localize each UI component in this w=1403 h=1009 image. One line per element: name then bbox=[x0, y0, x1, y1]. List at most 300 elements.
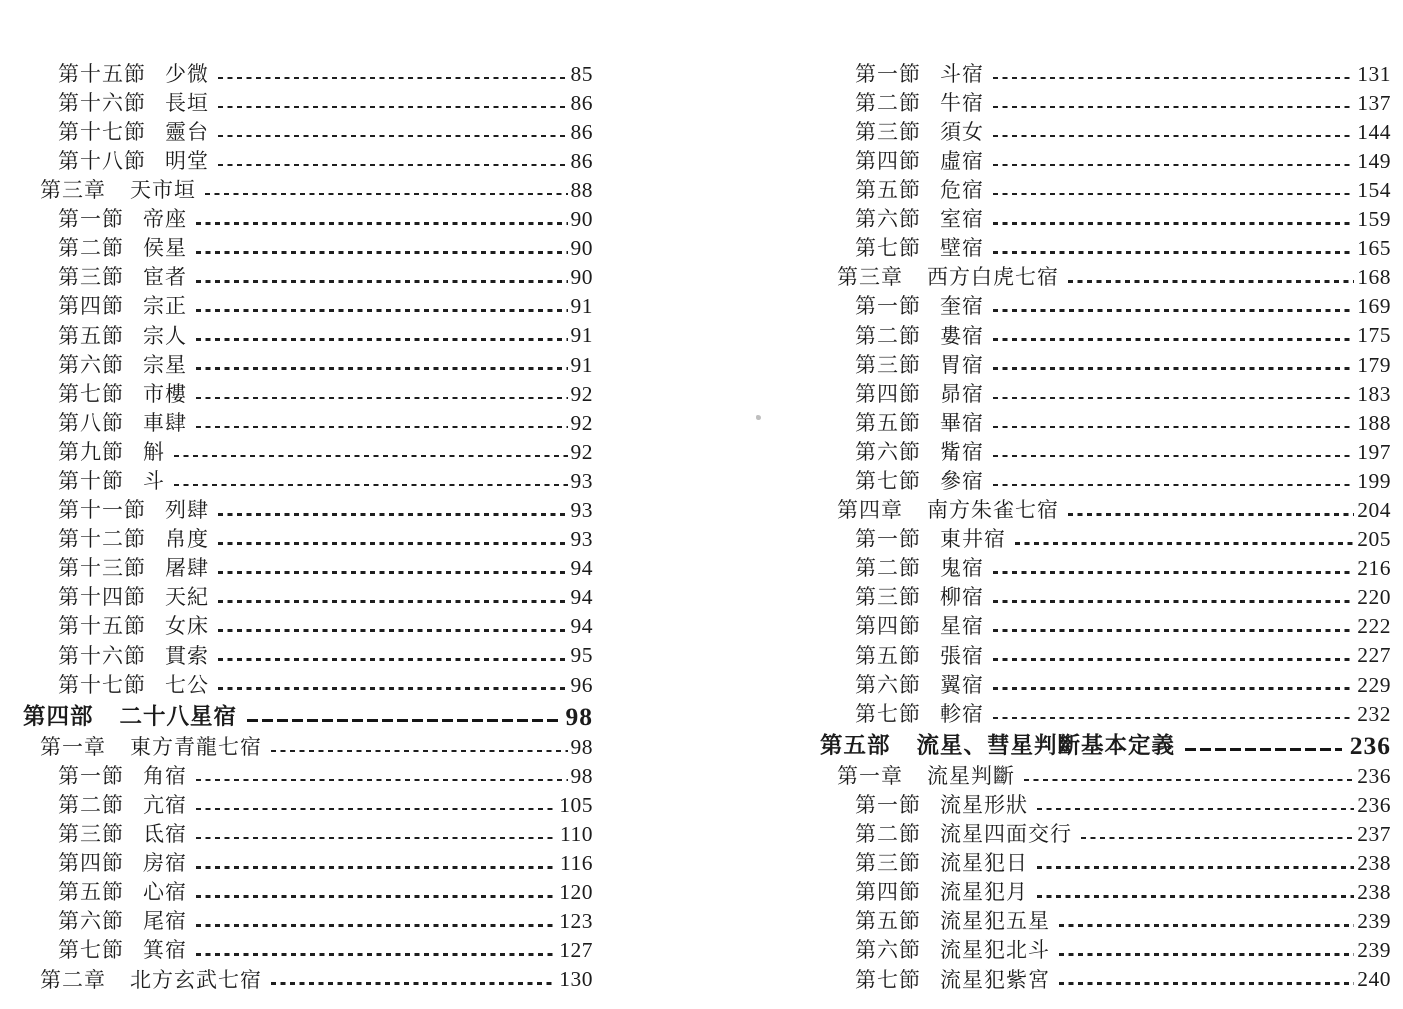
dotted-leader bbox=[993, 600, 1354, 603]
entry-title: 侯星 bbox=[143, 236, 187, 261]
entry-title: 鬼宿 bbox=[940, 556, 984, 581]
entry-number-label: 第六節 bbox=[855, 938, 921, 963]
dotted-leader bbox=[196, 953, 556, 956]
toc-entry bbox=[23, 787, 593, 816]
dotted-leader bbox=[993, 629, 1354, 632]
entry-title: 二十八星宿 bbox=[119, 704, 238, 730]
entry-page-number: 93 bbox=[570, 468, 593, 493]
toc-entry bbox=[820, 289, 1391, 318]
toc-entry bbox=[23, 729, 593, 758]
dotted-leader bbox=[196, 397, 568, 400]
entry-title: 參宿 bbox=[940, 469, 984, 493]
dotted-leader bbox=[1037, 895, 1354, 898]
dotted-leader bbox=[993, 309, 1354, 312]
toc-entry bbox=[23, 201, 593, 230]
entry-page-number: 236 bbox=[1349, 730, 1391, 760]
dotted-leader bbox=[196, 251, 568, 254]
entry-page-number: 92 bbox=[570, 381, 593, 406]
dotted-leader bbox=[1081, 837, 1354, 840]
dotted-leader bbox=[196, 338, 568, 341]
entry-number-label: 第三節 bbox=[855, 851, 921, 876]
dotted-leader bbox=[218, 106, 568, 109]
entry-title: 室宿 bbox=[940, 207, 984, 232]
dotted-leader bbox=[993, 455, 1354, 458]
entry-number-label: 第三節 bbox=[58, 822, 124, 847]
entry-page-number: 98 bbox=[570, 734, 593, 759]
entry-number-label: 第一節 bbox=[855, 294, 921, 319]
entry-number-label: 第四節 bbox=[855, 880, 921, 905]
entry-number-label: 第十一節 bbox=[58, 498, 146, 523]
entry-page-number: 222 bbox=[1357, 614, 1391, 639]
entry-page-number: 236 bbox=[1357, 763, 1391, 788]
entry-title: 虛宿 bbox=[940, 148, 984, 173]
dotted-leader bbox=[1037, 866, 1354, 869]
entry-number-label: 第四節 bbox=[855, 148, 921, 173]
dotted-leader bbox=[196, 280, 568, 283]
dotted-leader bbox=[218, 77, 568, 80]
dotted-leader bbox=[174, 455, 568, 458]
entry-number-label: 第六節 bbox=[855, 207, 921, 232]
entry-page-number: 110 bbox=[560, 821, 593, 846]
entry-page-number: 175 bbox=[1357, 323, 1391, 348]
entry-page-number: 144 bbox=[1357, 119, 1391, 144]
toc-column-left bbox=[23, 56, 593, 991]
dotted-leader bbox=[271, 982, 556, 985]
toc-entry bbox=[23, 172, 593, 201]
entry-number-label: 第五節 bbox=[855, 909, 921, 934]
toc-entry bbox=[23, 405, 593, 434]
entry-title: 亢宿 bbox=[143, 792, 187, 817]
entry-number-label: 第六節 bbox=[855, 439, 921, 464]
entry-number-label: 第七節 bbox=[58, 938, 124, 963]
entry-number-label: 第一節 bbox=[855, 792, 921, 817]
entry-page-number: 237 bbox=[1357, 821, 1391, 846]
entry-page-number: 131 bbox=[1357, 61, 1391, 86]
dotted-leader bbox=[993, 338, 1354, 341]
toc-entry bbox=[23, 85, 593, 114]
dotted-leader bbox=[993, 251, 1354, 254]
entry-number-label: 第三章 bbox=[40, 178, 106, 203]
entry-title: 流星犯月 bbox=[940, 880, 1028, 905]
entry-number-label: 第一章 bbox=[40, 734, 106, 759]
dotted-leader bbox=[218, 513, 568, 516]
toc-entry bbox=[820, 376, 1391, 405]
toc-entry bbox=[820, 933, 1391, 962]
entry-page-number: 236 bbox=[1357, 792, 1391, 817]
entry-number-label: 第四節 bbox=[855, 614, 921, 639]
entry-title: 心宿 bbox=[143, 880, 187, 905]
toc-entry bbox=[820, 201, 1391, 230]
dotted-leader bbox=[174, 484, 568, 487]
entry-page-number: 239 bbox=[1357, 909, 1391, 934]
entry-page-number: 188 bbox=[1357, 410, 1391, 435]
entry-title: 箕宿 bbox=[143, 938, 187, 963]
entry-page-number: 91 bbox=[570, 294, 593, 319]
entry-title: 尾宿 bbox=[143, 909, 187, 934]
dotted-leader bbox=[993, 484, 1354, 487]
dotted-leader bbox=[218, 629, 568, 632]
entry-number-label: 第五節 bbox=[58, 323, 124, 348]
entry-number-label: 第二節 bbox=[855, 90, 921, 115]
dotted-leader bbox=[196, 367, 568, 370]
toc-entry bbox=[820, 551, 1391, 580]
dotted-leader bbox=[205, 193, 568, 196]
toc-entry bbox=[820, 260, 1391, 289]
entry-title: 宦者 bbox=[143, 265, 187, 290]
toc-entry bbox=[23, 56, 593, 85]
dotted-leader bbox=[993, 426, 1354, 429]
entry-page-number: 220 bbox=[1357, 585, 1391, 610]
entry-page-number: 168 bbox=[1357, 265, 1391, 290]
entry-page-number: 229 bbox=[1357, 672, 1391, 697]
entry-number-label: 第七節 bbox=[58, 381, 124, 406]
entry-page-number: 91 bbox=[570, 352, 593, 377]
dotted-leader bbox=[218, 571, 568, 574]
entry-number-label: 第二節 bbox=[58, 792, 124, 817]
entry-number-label: 第四章 bbox=[837, 498, 903, 523]
entry-number-label: 第一章 bbox=[837, 763, 903, 788]
entry-title: 北方玄武七宿 bbox=[130, 967, 262, 992]
entry-number-label: 第十六節 bbox=[58, 90, 146, 115]
entry-page-number: 137 bbox=[1357, 90, 1391, 115]
entry-page-number: 240 bbox=[1357, 967, 1391, 992]
dotted-leader bbox=[1068, 280, 1354, 283]
entry-title: 流星判斷 bbox=[927, 763, 1015, 788]
entry-number-label: 第四節 bbox=[855, 381, 921, 406]
entry-number-label: 第一節 bbox=[855, 61, 921, 86]
toc-entry bbox=[23, 696, 593, 729]
entry-page-number: 165 bbox=[1357, 236, 1391, 261]
entry-title: 天市垣 bbox=[130, 178, 196, 203]
entry-number-label: 第六節 bbox=[58, 352, 124, 377]
toc-entry bbox=[820, 638, 1391, 667]
entry-number-label: 第五部 bbox=[820, 733, 891, 759]
entry-title: 斗 bbox=[143, 469, 165, 493]
entry-title: 女床 bbox=[165, 614, 209, 639]
dotted-leader bbox=[196, 426, 568, 429]
entry-number-label: 第十七節 bbox=[58, 672, 146, 697]
entry-number-label: 第四節 bbox=[58, 851, 124, 876]
dotted-leader bbox=[993, 106, 1354, 109]
entry-page-number: 92 bbox=[570, 439, 593, 464]
entry-number-label: 第三章 bbox=[837, 265, 903, 290]
entry-page-number: 232 bbox=[1357, 701, 1391, 726]
toc-entry bbox=[820, 114, 1391, 143]
toc-entry bbox=[23, 318, 593, 347]
dotted-leader bbox=[993, 658, 1354, 661]
dotted-leader bbox=[1015, 542, 1354, 545]
entry-page-number: 116 bbox=[560, 851, 593, 876]
entry-page-number: 197 bbox=[1357, 439, 1391, 464]
entry-number-label: 第七節 bbox=[855, 469, 921, 493]
entry-title: 斗宿 bbox=[940, 61, 984, 86]
entry-number-label: 第二節 bbox=[855, 556, 921, 581]
toc-entry bbox=[820, 85, 1391, 114]
toc-entry bbox=[23, 551, 593, 580]
dotted-leader bbox=[1059, 924, 1354, 927]
entry-title: 房宿 bbox=[143, 851, 187, 876]
entry-page-number: 127 bbox=[559, 938, 593, 963]
entry-number-label: 第四節 bbox=[58, 294, 124, 319]
toc-entry bbox=[23, 933, 593, 962]
entry-page-number: 92 bbox=[570, 410, 593, 435]
entry-number-label: 第三節 bbox=[58, 265, 124, 290]
dotted-leader bbox=[993, 687, 1354, 690]
toc-entry bbox=[23, 962, 593, 991]
toc-entry bbox=[820, 143, 1391, 172]
entry-page-number: 238 bbox=[1357, 851, 1391, 876]
toc-entry bbox=[23, 289, 593, 318]
entry-title: 帛度 bbox=[165, 527, 209, 552]
entry-number-label: 第一節 bbox=[855, 527, 921, 552]
dotted-leader bbox=[1024, 779, 1354, 782]
entry-title: 氐宿 bbox=[143, 822, 187, 847]
entry-page-number: 238 bbox=[1357, 880, 1391, 905]
entry-number-label: 第六節 bbox=[58, 909, 124, 934]
entry-page-number: 199 bbox=[1357, 468, 1391, 493]
entry-page-number: 204 bbox=[1357, 498, 1391, 522]
entry-title: 長垣 bbox=[165, 90, 209, 115]
dotted-leader bbox=[196, 895, 556, 898]
entry-title: 列肆 bbox=[165, 498, 209, 523]
toc-entry bbox=[23, 231, 593, 260]
entry-number-label: 第五節 bbox=[58, 880, 124, 905]
entry-title: 七公 bbox=[165, 672, 209, 697]
entry-title: 市樓 bbox=[143, 381, 187, 406]
entry-number-label: 第八節 bbox=[58, 410, 124, 435]
entry-number-label: 第七節 bbox=[855, 967, 921, 992]
dotted-leader bbox=[993, 222, 1354, 225]
entry-page-number: 120 bbox=[559, 880, 593, 905]
toc-entry bbox=[23, 434, 593, 463]
toc-entry bbox=[820, 667, 1391, 696]
dotted-leader bbox=[1185, 748, 1342, 751]
toc-entry bbox=[23, 845, 593, 874]
toc-entry bbox=[23, 580, 593, 609]
entry-number-label: 第三節 bbox=[855, 585, 921, 610]
dotted-leader bbox=[218, 135, 568, 138]
toc-entry bbox=[820, 56, 1391, 85]
toc-entry bbox=[820, 463, 1391, 492]
entry-title: 流星犯北斗 bbox=[940, 938, 1050, 963]
toc-entry bbox=[23, 114, 593, 143]
entry-page-number: 183 bbox=[1357, 381, 1391, 406]
toc-entry bbox=[820, 580, 1391, 609]
toc-entry bbox=[820, 405, 1391, 434]
entry-page-number: 90 bbox=[570, 265, 593, 290]
toc-entry bbox=[820, 609, 1391, 638]
entry-number-label: 第七節 bbox=[855, 236, 921, 261]
scan-artifact-speck bbox=[756, 415, 761, 420]
dotted-leader bbox=[247, 719, 557, 722]
toc-entry bbox=[23, 143, 593, 172]
entry-page-number: 239 bbox=[1357, 938, 1391, 963]
toc-entry bbox=[820, 962, 1391, 991]
entry-page-number: 96 bbox=[570, 672, 593, 697]
entry-page-number: 159 bbox=[1357, 207, 1391, 232]
toc-entry bbox=[820, 347, 1391, 376]
entry-title: 奎宿 bbox=[940, 294, 984, 319]
toc-entry bbox=[23, 816, 593, 845]
entry-title: 西方白虎七宿 bbox=[927, 265, 1059, 290]
toc-entry bbox=[820, 492, 1391, 521]
toc-entry bbox=[820, 816, 1391, 845]
entry-title: 帝座 bbox=[143, 207, 187, 232]
dotted-leader bbox=[993, 397, 1354, 400]
entry-page-number: 90 bbox=[570, 236, 593, 261]
dotted-leader bbox=[993, 135, 1354, 138]
entry-title: 柳宿 bbox=[940, 585, 984, 610]
toc-entry bbox=[820, 845, 1391, 874]
entry-page-number: 86 bbox=[570, 119, 593, 144]
entry-page-number: 105 bbox=[559, 792, 593, 817]
toc-entry bbox=[820, 787, 1391, 816]
entry-title: 畢宿 bbox=[940, 410, 984, 435]
entry-number-label: 第十五節 bbox=[58, 614, 146, 639]
entry-number-label: 第一節 bbox=[58, 207, 124, 232]
entry-number-label: 第二章 bbox=[40, 967, 106, 992]
entry-title: 星宿 bbox=[940, 614, 984, 639]
toc-entry bbox=[23, 667, 593, 696]
entry-number-label: 第十五節 bbox=[58, 61, 146, 86]
entry-page-number: 216 bbox=[1357, 556, 1391, 581]
entry-title: 貫索 bbox=[165, 643, 209, 668]
entry-title: 須女 bbox=[940, 119, 984, 144]
toc-entry bbox=[820, 318, 1391, 347]
toc-entry bbox=[820, 904, 1391, 933]
entry-number-label: 第十六節 bbox=[58, 643, 146, 668]
entry-number-label: 第二節 bbox=[855, 822, 921, 847]
entry-title: 宗人 bbox=[143, 323, 187, 348]
dotted-leader bbox=[993, 193, 1354, 196]
entry-title: 張宿 bbox=[940, 643, 984, 668]
entry-title: 牛宿 bbox=[940, 90, 984, 115]
dotted-leader bbox=[218, 542, 568, 545]
entry-number-label: 第六節 bbox=[855, 672, 921, 697]
entry-number-label: 第十八節 bbox=[58, 148, 146, 173]
entry-number-label: 第七節 bbox=[855, 701, 921, 726]
entry-page-number: 205 bbox=[1357, 527, 1391, 552]
dotted-leader bbox=[1059, 953, 1354, 956]
entry-title: 少微 bbox=[165, 61, 209, 86]
entry-page-number: 95 bbox=[570, 643, 593, 668]
dotted-leader bbox=[993, 77, 1354, 80]
entry-title: 觜宿 bbox=[940, 439, 984, 464]
entry-number-label: 第四部 bbox=[23, 704, 94, 730]
entry-number-label: 第十七節 bbox=[58, 119, 146, 144]
entry-number-label: 第九節 bbox=[58, 439, 124, 464]
toc-entry bbox=[23, 609, 593, 638]
entry-number-label: 第五節 bbox=[855, 410, 921, 435]
toc-entry bbox=[23, 492, 593, 521]
toc-entry bbox=[23, 522, 593, 551]
toc-column-right bbox=[820, 56, 1391, 991]
dotted-leader bbox=[196, 779, 568, 782]
entry-title: 婁宿 bbox=[940, 323, 984, 348]
entry-title: 天紀 bbox=[165, 585, 209, 610]
toc-entry bbox=[820, 875, 1391, 904]
entry-title: 流星犯日 bbox=[940, 851, 1028, 876]
dotted-leader bbox=[196, 837, 557, 840]
toc-entry bbox=[820, 172, 1391, 201]
entry-title: 軫宿 bbox=[940, 701, 984, 726]
dotted-leader bbox=[1059, 982, 1354, 985]
entry-number-label: 第二節 bbox=[855, 323, 921, 348]
entry-title: 危宿 bbox=[940, 178, 984, 203]
entry-title: 胃宿 bbox=[940, 352, 984, 377]
dotted-leader bbox=[993, 164, 1354, 167]
entry-title: 角宿 bbox=[143, 763, 187, 788]
entry-number-label: 第五節 bbox=[855, 178, 921, 203]
dotted-leader bbox=[218, 658, 568, 661]
toc-entry bbox=[23, 463, 593, 492]
entry-page-number: 91 bbox=[570, 323, 593, 348]
entry-page-number: 94 bbox=[570, 614, 593, 639]
entry-page-number: 98 bbox=[565, 701, 593, 731]
entry-title: 翼宿 bbox=[940, 672, 984, 697]
entry-title: 靈台 bbox=[165, 119, 209, 144]
dotted-leader bbox=[993, 571, 1354, 574]
entry-page-number: 123 bbox=[559, 909, 593, 934]
entry-page-number: 130 bbox=[559, 967, 593, 992]
entry-number-label: 第三節 bbox=[855, 119, 921, 144]
dotted-leader bbox=[196, 309, 568, 312]
toc-entry bbox=[23, 347, 593, 376]
entry-title: 屠肆 bbox=[165, 556, 209, 581]
dotted-leader bbox=[196, 222, 568, 225]
entry-title: 流星四面交行 bbox=[940, 822, 1072, 847]
entry-page-number: 154 bbox=[1357, 177, 1391, 202]
dotted-leader bbox=[196, 866, 557, 869]
entry-title: 南方朱雀七宿 bbox=[927, 498, 1059, 523]
dotted-leader bbox=[271, 750, 568, 753]
toc-entry bbox=[820, 434, 1391, 463]
entry-page-number: 93 bbox=[570, 527, 593, 552]
toc-entry bbox=[23, 904, 593, 933]
entry-title: 車肆 bbox=[143, 410, 187, 435]
entry-title: 東方青龍七宿 bbox=[130, 734, 262, 759]
dotted-leader bbox=[1068, 513, 1354, 516]
toc-entry bbox=[820, 758, 1391, 787]
entry-title: 宗星 bbox=[143, 352, 187, 377]
dotted-leader bbox=[218, 164, 568, 167]
entry-number-label: 第五節 bbox=[855, 643, 921, 668]
entry-number-label: 第一節 bbox=[58, 763, 124, 788]
entry-number-label: 第三節 bbox=[855, 352, 921, 377]
entry-title: 昴宿 bbox=[940, 381, 984, 406]
toc-entry bbox=[23, 260, 593, 289]
entry-page-number: 88 bbox=[570, 177, 593, 202]
dotted-leader bbox=[196, 924, 556, 927]
entry-page-number: 86 bbox=[570, 90, 593, 115]
entry-page-number: 86 bbox=[570, 148, 593, 173]
toc-entry bbox=[23, 758, 593, 787]
entry-number-label: 第十四節 bbox=[58, 585, 146, 610]
toc-entry bbox=[820, 231, 1391, 260]
dotted-leader bbox=[993, 717, 1354, 720]
entry-title: 東井宿 bbox=[940, 527, 1006, 552]
entry-title: 流星形狀 bbox=[940, 792, 1028, 817]
entry-page-number: 227 bbox=[1357, 643, 1391, 668]
dotted-leader bbox=[993, 367, 1354, 370]
entry-title: 斛 bbox=[143, 439, 165, 464]
entry-page-number: 98 bbox=[570, 763, 593, 788]
toc-entry bbox=[820, 696, 1391, 725]
dotted-leader bbox=[1037, 808, 1354, 811]
entry-page-number: 169 bbox=[1357, 294, 1391, 319]
entry-number-label: 第十節 bbox=[58, 469, 124, 493]
entry-number-label: 第十三節 bbox=[58, 556, 146, 581]
